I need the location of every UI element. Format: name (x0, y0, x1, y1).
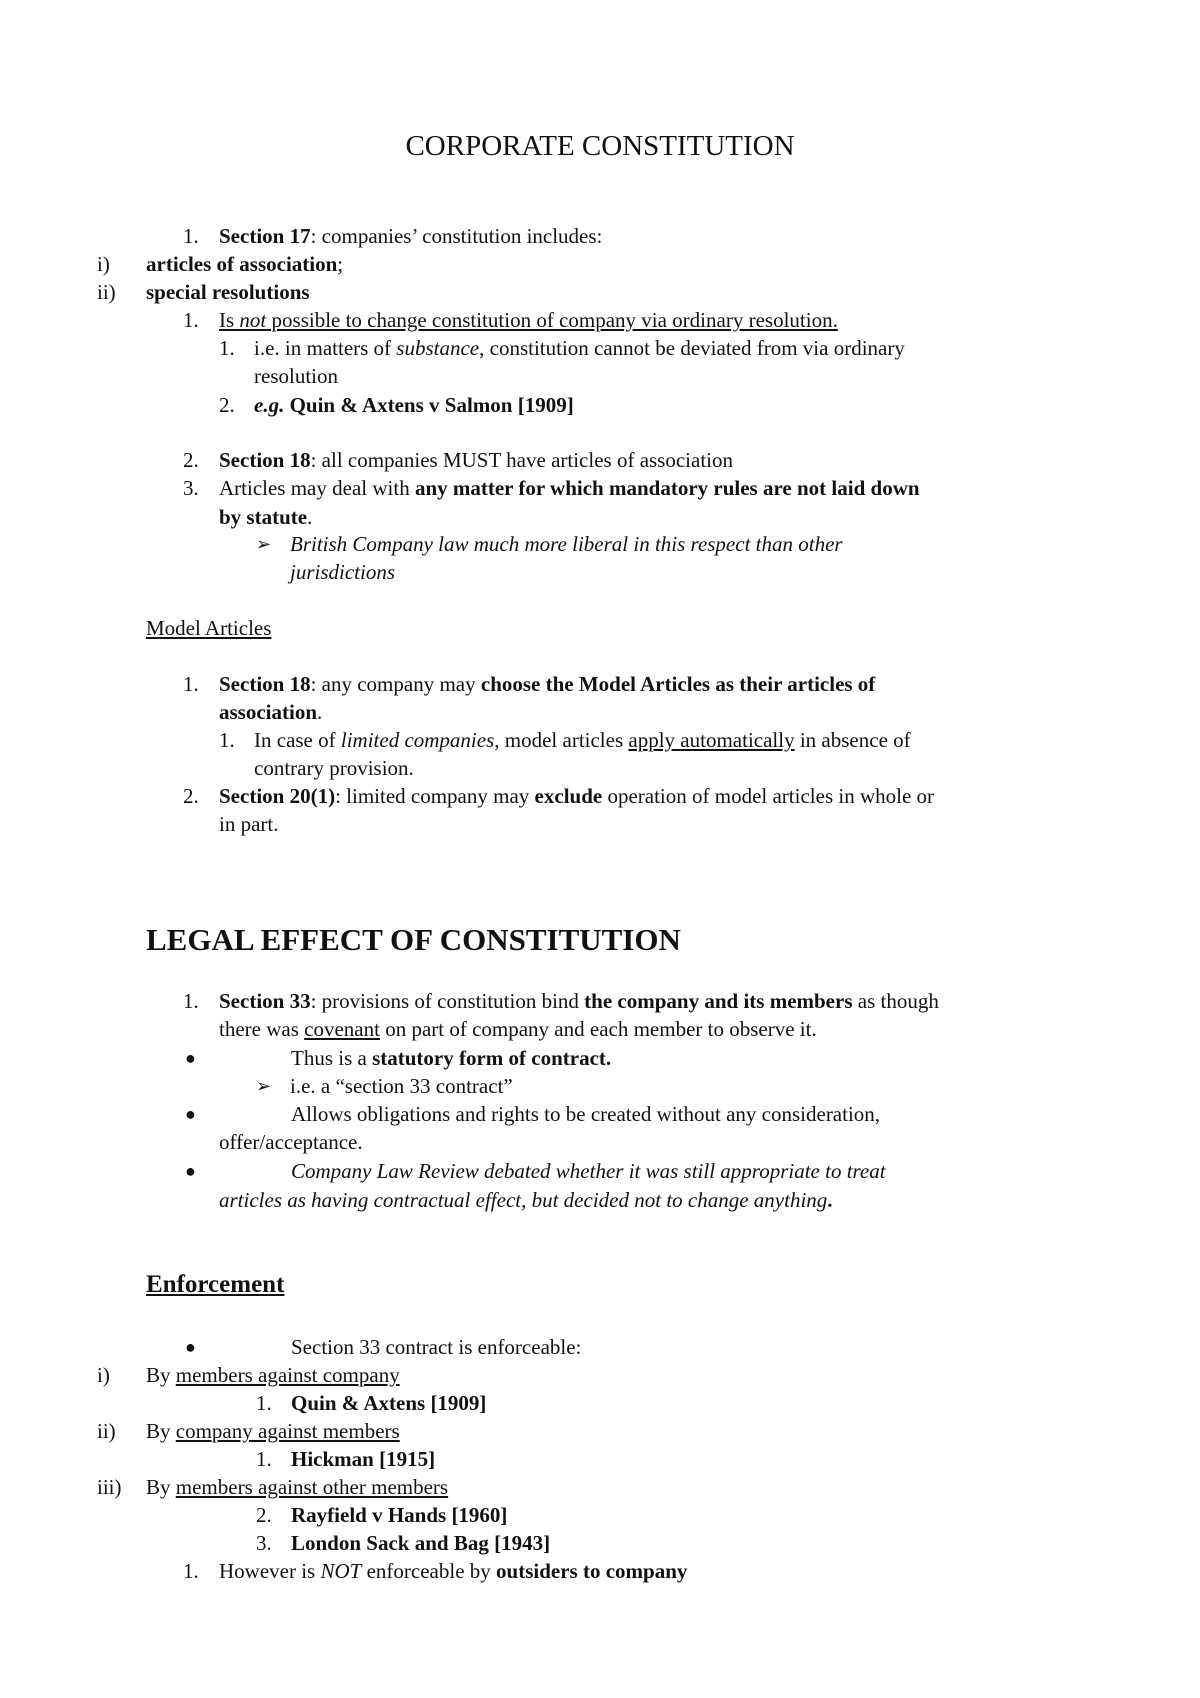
list-number: 1. (183, 1559, 199, 1583)
list-item: i.e. in matters of substance, constitution cannot be deviated from via ordinary (254, 336, 905, 360)
list-number: 3. (256, 1531, 272, 1555)
list-number: 1. (183, 672, 199, 696)
list-item: However is NOT enforceable by outsiders to company (219, 1559, 688, 1583)
list-number: 3. (183, 476, 199, 500)
list-item-continuation: by statute. (219, 505, 313, 529)
list-number: 1. (219, 728, 235, 752)
bullet-icon: ● (185, 1048, 196, 1068)
list-item: In case of limited companies, model articles apply automatically in absence of (254, 728, 911, 752)
list-item-continuation: articles as having contractual effect, but decided not to change anything. (219, 1188, 833, 1212)
list-item-continuation: association. (219, 700, 323, 724)
list-item: By members against company (146, 1363, 400, 1387)
list-item: special resolutions (146, 280, 310, 304)
list-number: 2. (256, 1503, 272, 1527)
note-text-continuation: jurisdictions (290, 560, 396, 584)
list-item-continuation: contrary provision. (254, 756, 414, 780)
list-item: Section 17: companies’ constitution includes: (219, 224, 603, 248)
section-heading: Enforcement (146, 1271, 285, 1298)
list-item: i.e. a “section 33 contract” (290, 1074, 513, 1098)
list-number: 1. (183, 308, 199, 332)
section-heading: LEGAL EFFECT OF CONSTITUTION (146, 922, 681, 957)
list-number: 2. (183, 448, 199, 472)
list-item: Section 18: any company may choose the Model Articles as their articles of (219, 672, 876, 696)
bullet-icon: ● (185, 1104, 196, 1124)
list-number: 1. (256, 1447, 272, 1471)
case-name: Rayfield v Hands [1960] (291, 1503, 508, 1527)
list-item: articles of association; (146, 252, 344, 276)
list-number: 1. (183, 989, 199, 1013)
list-item-continuation: there was covenant on part of company and each member to observe it. (219, 1017, 817, 1041)
list-item: Section 33: provisions of constitution bind the company and its members as though (219, 989, 939, 1013)
list-item: e.g. Quin & Axtens v Salmon [1909] (254, 393, 574, 417)
roman-number: i) (97, 252, 110, 276)
note-text: British Company law much more liberal in this respect than other (290, 532, 843, 556)
bullet-icon: ● (185, 1337, 196, 1357)
bullet-icon: ● (185, 1161, 196, 1181)
list-number: 1. (256, 1391, 272, 1415)
list-item: Articles may deal with any matter for which mandatory rules are not laid down (219, 476, 920, 500)
roman-number: i) (97, 1363, 110, 1387)
list-item: Section 33 contract is enforceable: (291, 1335, 582, 1359)
roman-number: iii) (97, 1475, 122, 1499)
list-item: By members against other members (146, 1475, 449, 1499)
roman-number: ii) (97, 280, 116, 304)
list-item: By company against members (146, 1419, 400, 1443)
case-name: Hickman [1915] (291, 1447, 436, 1471)
arrow-bullet-icon: ➢ (256, 534, 272, 554)
page-title: CORPORATE CONSTITUTION (405, 130, 795, 162)
list-number: 1. (219, 336, 235, 360)
arrow-bullet-icon: ➢ (256, 1076, 272, 1096)
list-item-continuation: in part. (219, 812, 279, 836)
list-number: 1. (183, 224, 199, 248)
list-item: Section 18: all companies MUST have articles of association (219, 448, 733, 472)
case-name: Quin & Axtens [1909] (291, 1391, 487, 1415)
list-item-continuation: resolution (254, 364, 338, 388)
list-item: Thus is a statutory form of contract. (291, 1046, 612, 1070)
case-name: London Sack and Bag [1943] (291, 1531, 551, 1555)
list-item: Company Law Review debated whether it was still appropriate to treat (291, 1159, 886, 1183)
list-item: Is not possible to change constitution of company via ordinary resolution. (219, 308, 838, 332)
list-item: Allows obligations and rights to be created without any consideration, (291, 1102, 881, 1126)
list-number: 2. (219, 393, 235, 417)
list-item-continuation: offer/acceptance. (219, 1130, 363, 1154)
list-number: 2. (183, 784, 199, 808)
list-item: Section 20(1): limited company may exclude operation of model articles in whole or (219, 784, 935, 808)
section-heading: Model Articles (146, 616, 272, 640)
roman-number: ii) (97, 1419, 116, 1443)
